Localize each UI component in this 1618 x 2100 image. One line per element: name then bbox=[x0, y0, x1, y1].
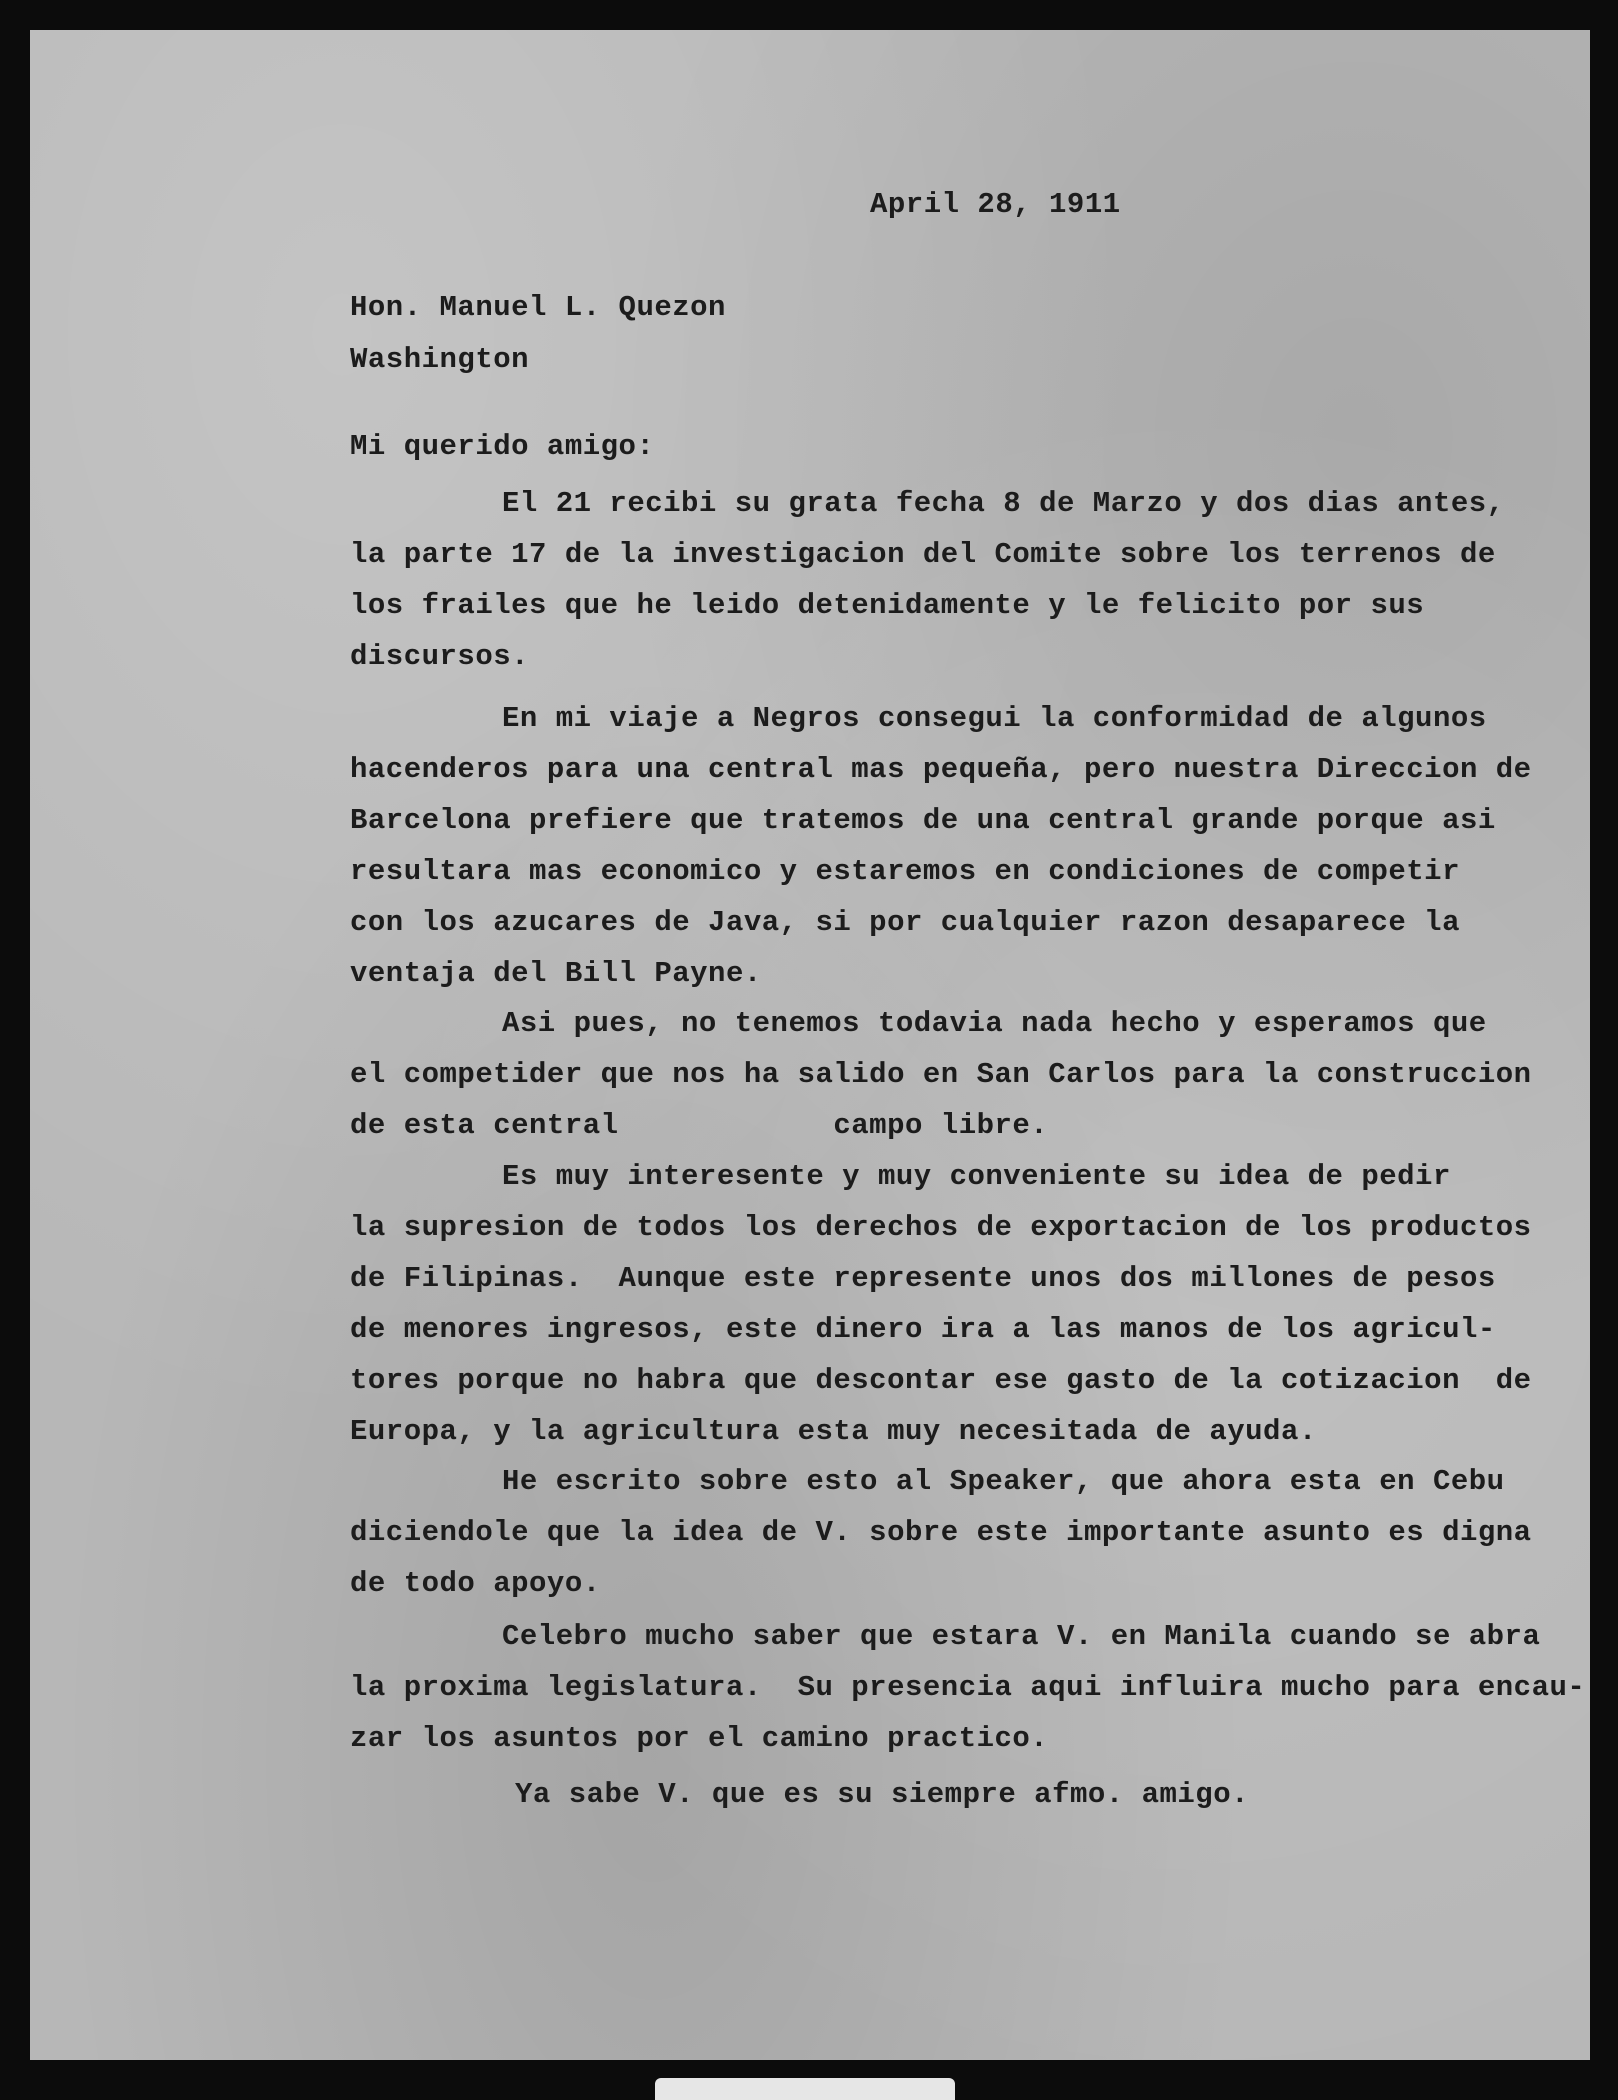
paragraph-6 bbox=[350, 1611, 1586, 1764]
paragraph-line: Europa, y la agricultura esta muy necesitada de ayuda. bbox=[350, 1415, 1317, 1448]
recipient-name: Hon. Manuel L. Quezon bbox=[350, 291, 726, 324]
paragraph-3 bbox=[350, 998, 1530, 1151]
salutation: Mi querido amigo: bbox=[350, 430, 655, 463]
letter-date: April 28, 1911 bbox=[870, 188, 1121, 221]
paragraph-line: zar los asuntos por el camino practico. bbox=[350, 1722, 1049, 1755]
paragraph-line: resultara mas economico y estaremos en condiciones de competir bbox=[350, 855, 1460, 888]
paragraph-line: tores porque no habra que descontar ese gasto de la cotizacion de bbox=[350, 1364, 1532, 1397]
paragraph-line: Celebro mucho saber que estara V. en Manila cuando se abra bbox=[502, 1620, 1541, 1653]
paragraph-line: el competider que nos ha salido en San Carlos para la construccion bbox=[350, 1058, 1532, 1091]
paragraph-line: de menores ingresos, este dinero ira a las manos de los agricul- bbox=[350, 1313, 1496, 1346]
paragraph-line: de esta central campo libre. bbox=[350, 1109, 1049, 1142]
paragraph-line: ventaja del Bill Payne. bbox=[350, 957, 762, 990]
paragraph-line: El 21 recibi su grata fecha 8 de Marzo y dos dias antes, bbox=[502, 487, 1505, 520]
paragraph-line: Asi pues, no tenemos todavia nada hecho y esperamos que bbox=[502, 1007, 1487, 1040]
paragraph-line: He escrito sobre esto al Speaker, que ahora esta en Cebu bbox=[502, 1465, 1505, 1498]
paragraph-line: Es muy interesente y muy conveniente su idea de pedir bbox=[502, 1160, 1451, 1193]
closing-line: Ya sabe V. que es su siempre afmo. amigo. bbox=[515, 1778, 1250, 1811]
paragraph-line: la supresion de todos los derechos de exportacion de los productos bbox=[350, 1211, 1532, 1244]
paragraph-line: de todo apoyo. bbox=[350, 1567, 601, 1600]
paragraph-line: de Filipinas. Aunque este represente unos dos millones de pesos bbox=[350, 1262, 1496, 1295]
scan-edge-tab bbox=[655, 2078, 955, 2100]
paragraph-4 bbox=[350, 1151, 1530, 1457]
paragraph-line: Barcelona prefiere que tratemos de una central grande porque asi bbox=[350, 804, 1496, 837]
paragraph-line: con los azucares de Java, si por cualquier razon desaparece la bbox=[350, 906, 1460, 939]
paragraph-line: la parte 17 de la investigacion del Comite sobre los terrenos de bbox=[350, 538, 1496, 571]
recipient-location: Washington bbox=[350, 343, 530, 376]
paragraph-line: En mi viaje a Negros consegui la conformidad de algunos bbox=[502, 702, 1487, 735]
paragraph-1 bbox=[350, 478, 1530, 682]
letter-page bbox=[30, 30, 1590, 2060]
paragraph-5 bbox=[350, 1456, 1530, 1609]
paragraph-line: discursos. bbox=[350, 640, 530, 673]
paragraph-line: la proxima legislatura. Su presencia aqui influira mucho para encau- bbox=[350, 1671, 1586, 1704]
paragraph-line: diciendole que la idea de V. sobre este importante asunto es digna bbox=[350, 1516, 1532, 1549]
paragraph-2 bbox=[350, 693, 1530, 999]
paragraph-line: los frailes que he leido detenidamente y le felicito por sus bbox=[350, 589, 1425, 622]
paragraph-line: hacenderos para una central mas pequeña, pero nuestra Direccion de bbox=[350, 753, 1532, 786]
